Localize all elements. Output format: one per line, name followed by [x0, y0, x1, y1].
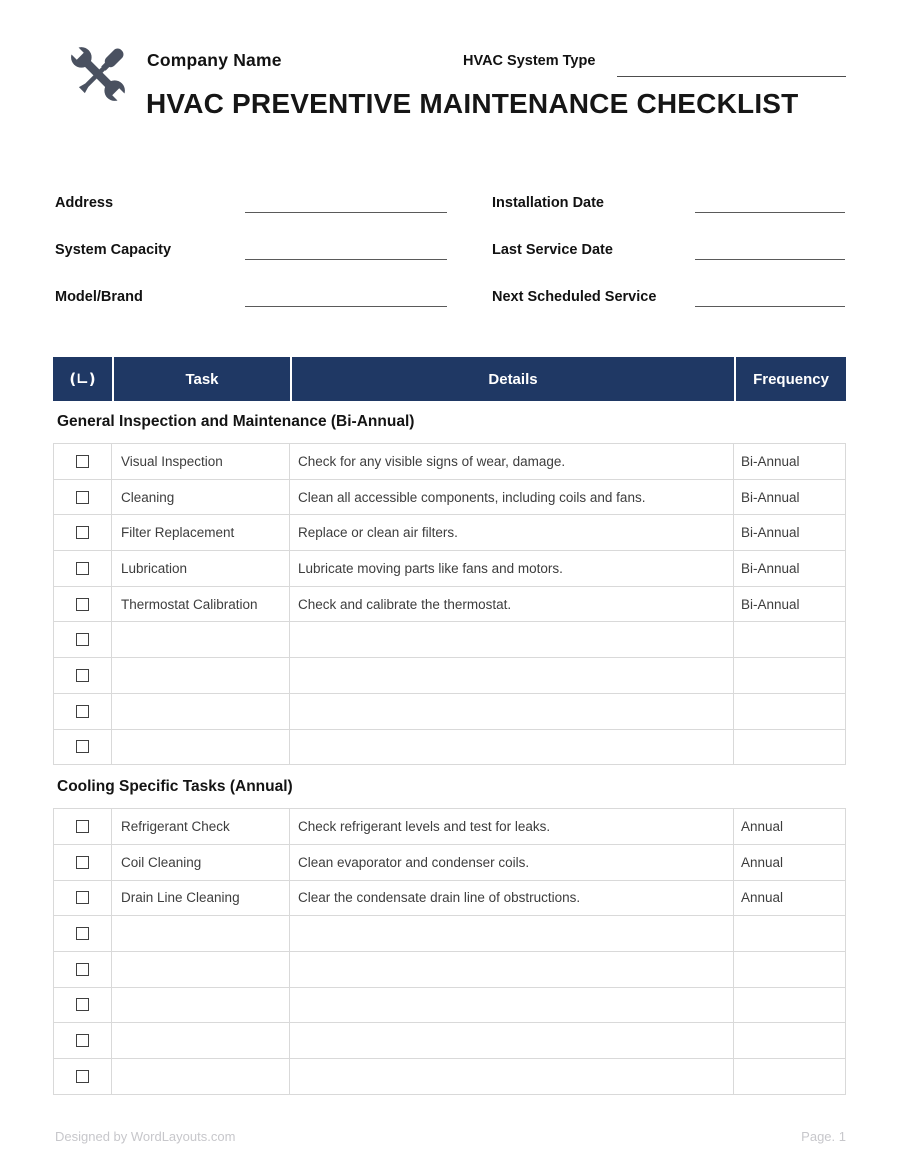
frequency-cell: Bi-Annual [734, 515, 846, 550]
details-cell: Replace or clean air filters. [290, 515, 734, 550]
frequency-cell: Annual [734, 845, 846, 880]
task-cell [112, 988, 290, 1023]
task-cell [112, 952, 290, 987]
checkbox[interactable] [76, 891, 89, 904]
frequency-cell: Bi-Annual [734, 587, 846, 622]
frequency-cell [734, 916, 846, 951]
section-title-general-inspection: General Inspection and Maintenance (Bi-Annual) [53, 401, 846, 444]
column-header-task: Task [112, 357, 290, 401]
task-cell: Visual Inspection [112, 444, 290, 479]
task-cell [112, 694, 290, 729]
table-row [53, 916, 846, 952]
details-cell: Clean evaporator and condenser coils. [290, 845, 734, 880]
table-row [53, 809, 846, 845]
page-title: HVAC PREVENTIVE MAINTENANCE CHECKLIST [146, 88, 799, 119]
checkbox-cell [53, 480, 112, 515]
task-cell: Coil Cleaning [112, 845, 290, 880]
checkbox[interactable] [76, 1070, 89, 1083]
checkbox[interactable] [76, 669, 89, 682]
details-cell: Check for any visible signs of wear, damage. [290, 444, 734, 479]
details-cell [290, 916, 734, 951]
column-header-checkbox: (∟) [69, 370, 96, 388]
checkbox[interactable] [76, 1034, 89, 1047]
installation-date-field[interactable] [695, 212, 845, 213]
details-cell [290, 952, 734, 987]
table-row [53, 622, 846, 658]
frequency-cell: Bi-Annual [734, 551, 846, 586]
installation-date-label: Installation Date [492, 195, 604, 211]
address-label: Address [55, 195, 114, 211]
checkbox-cell [53, 916, 112, 951]
checkbox-cell [53, 622, 112, 657]
checkbox[interactable] [76, 856, 89, 869]
task-cell [112, 916, 290, 951]
last-service-date-field[interactable] [695, 259, 845, 260]
details-cell [290, 1059, 734, 1094]
checkbox-cell [53, 881, 112, 916]
table-row [53, 1059, 846, 1095]
task-cell: Thermostat Calibration [112, 587, 290, 622]
checklist-table [53, 357, 846, 1095]
hvac-system-type-field[interactable] [617, 76, 846, 77]
next-scheduled-service-field[interactable] [695, 306, 845, 307]
footer-page-number: Page. 1 [801, 1129, 846, 1144]
task-cell: Cleaning [112, 480, 290, 515]
checkbox-cell [53, 730, 112, 765]
column-header-details: Details [290, 357, 734, 401]
checkbox-cell [53, 515, 112, 550]
last-service-date-label: Last Service Date [492, 242, 613, 258]
frequency-cell: Bi-Annual [734, 480, 846, 515]
table-row [53, 730, 846, 766]
checkbox-cell [53, 809, 112, 844]
task-cell: Lubrication [112, 551, 290, 586]
table-row [53, 952, 846, 988]
model-brand-label: Model/Brand [55, 289, 143, 305]
frequency-cell [734, 622, 846, 657]
system-capacity-label: System Capacity [55, 242, 172, 258]
company-name: Company Name [147, 50, 282, 70]
footer-credit: Designed by WordLayouts.com [55, 1129, 236, 1144]
next-scheduled-service-label: Next Scheduled Service [492, 289, 657, 305]
checkbox[interactable] [76, 998, 89, 1011]
system-capacity-field[interactable] [245, 259, 447, 260]
checkbox-cell [53, 444, 112, 479]
task-cell [112, 622, 290, 657]
table-row [53, 881, 846, 917]
checkbox[interactable] [76, 705, 89, 718]
table-row [53, 551, 846, 587]
details-cell: Clean all accessible components, including coils and fans. [290, 480, 734, 515]
task-cell [112, 1023, 290, 1058]
checkbox[interactable] [76, 633, 89, 646]
details-cell [290, 694, 734, 729]
model-brand-field[interactable] [245, 306, 447, 307]
details-cell: Lubricate moving parts like fans and motors. [290, 551, 734, 586]
frequency-cell [734, 988, 846, 1023]
table-row [53, 988, 846, 1024]
details-cell: Clear the condensate drain line of obstructions. [290, 881, 734, 916]
task-cell: Refrigerant Check [112, 809, 290, 844]
task-cell [112, 1059, 290, 1094]
checkbox-cell [53, 1059, 112, 1094]
checkbox[interactable] [76, 455, 89, 468]
checkbox-cell [53, 694, 112, 729]
details-cell [290, 658, 734, 693]
table-row [53, 1023, 846, 1059]
table-row [53, 658, 846, 694]
checkbox-cell [53, 658, 112, 693]
frequency-cell [734, 694, 846, 729]
frequency-cell [734, 1023, 846, 1058]
details-cell [290, 730, 734, 765]
details-cell: Check refrigerant levels and test for leaks. [290, 809, 734, 844]
frequency-cell: Annual [734, 881, 846, 916]
frequency-cell [734, 658, 846, 693]
checkbox[interactable] [76, 562, 89, 575]
task-cell: Filter Replacement [112, 515, 290, 550]
task-cell [112, 658, 290, 693]
checkbox[interactable] [76, 598, 89, 611]
frequency-cell [734, 952, 846, 987]
section-title-cooling-tasks: Cooling Specific Tasks (Annual) [53, 765, 846, 809]
checkbox-cell [53, 551, 112, 586]
checkbox-cell [53, 988, 112, 1023]
table-row [53, 694, 846, 730]
checkbox[interactable] [76, 927, 89, 940]
checkbox[interactable] [76, 526, 89, 539]
table-row [53, 480, 846, 516]
checkbox-cell [53, 845, 112, 880]
column-header-frequency: Frequency [734, 357, 846, 401]
checkbox[interactable] [76, 820, 89, 833]
task-cell [112, 730, 290, 765]
details-cell [290, 988, 734, 1023]
checkbox-cell [53, 587, 112, 622]
frequency-cell [734, 1059, 846, 1094]
task-cell: Drain Line Cleaning [112, 881, 290, 916]
details-cell [290, 1023, 734, 1058]
checkbox[interactable] [76, 963, 89, 976]
details-cell [290, 622, 734, 657]
details-cell: Check and calibrate the thermostat. [290, 587, 734, 622]
table-row [53, 515, 846, 551]
checkbox-cell [53, 1023, 112, 1058]
address-field[interactable] [245, 212, 447, 213]
table-row [53, 444, 846, 480]
table-row [53, 845, 846, 881]
frequency-cell: Bi-Annual [734, 444, 846, 479]
hvac-system-type-label: HVAC System Type [463, 53, 596, 69]
frequency-cell [734, 730, 846, 765]
wrench-screwdriver-icon [60, 34, 136, 114]
checkbox[interactable] [76, 740, 89, 753]
checkbox-cell [53, 952, 112, 987]
checkbox[interactable] [76, 491, 89, 504]
table-row [53, 587, 846, 623]
table-header-row [53, 357, 846, 401]
frequency-cell: Annual [734, 809, 846, 844]
